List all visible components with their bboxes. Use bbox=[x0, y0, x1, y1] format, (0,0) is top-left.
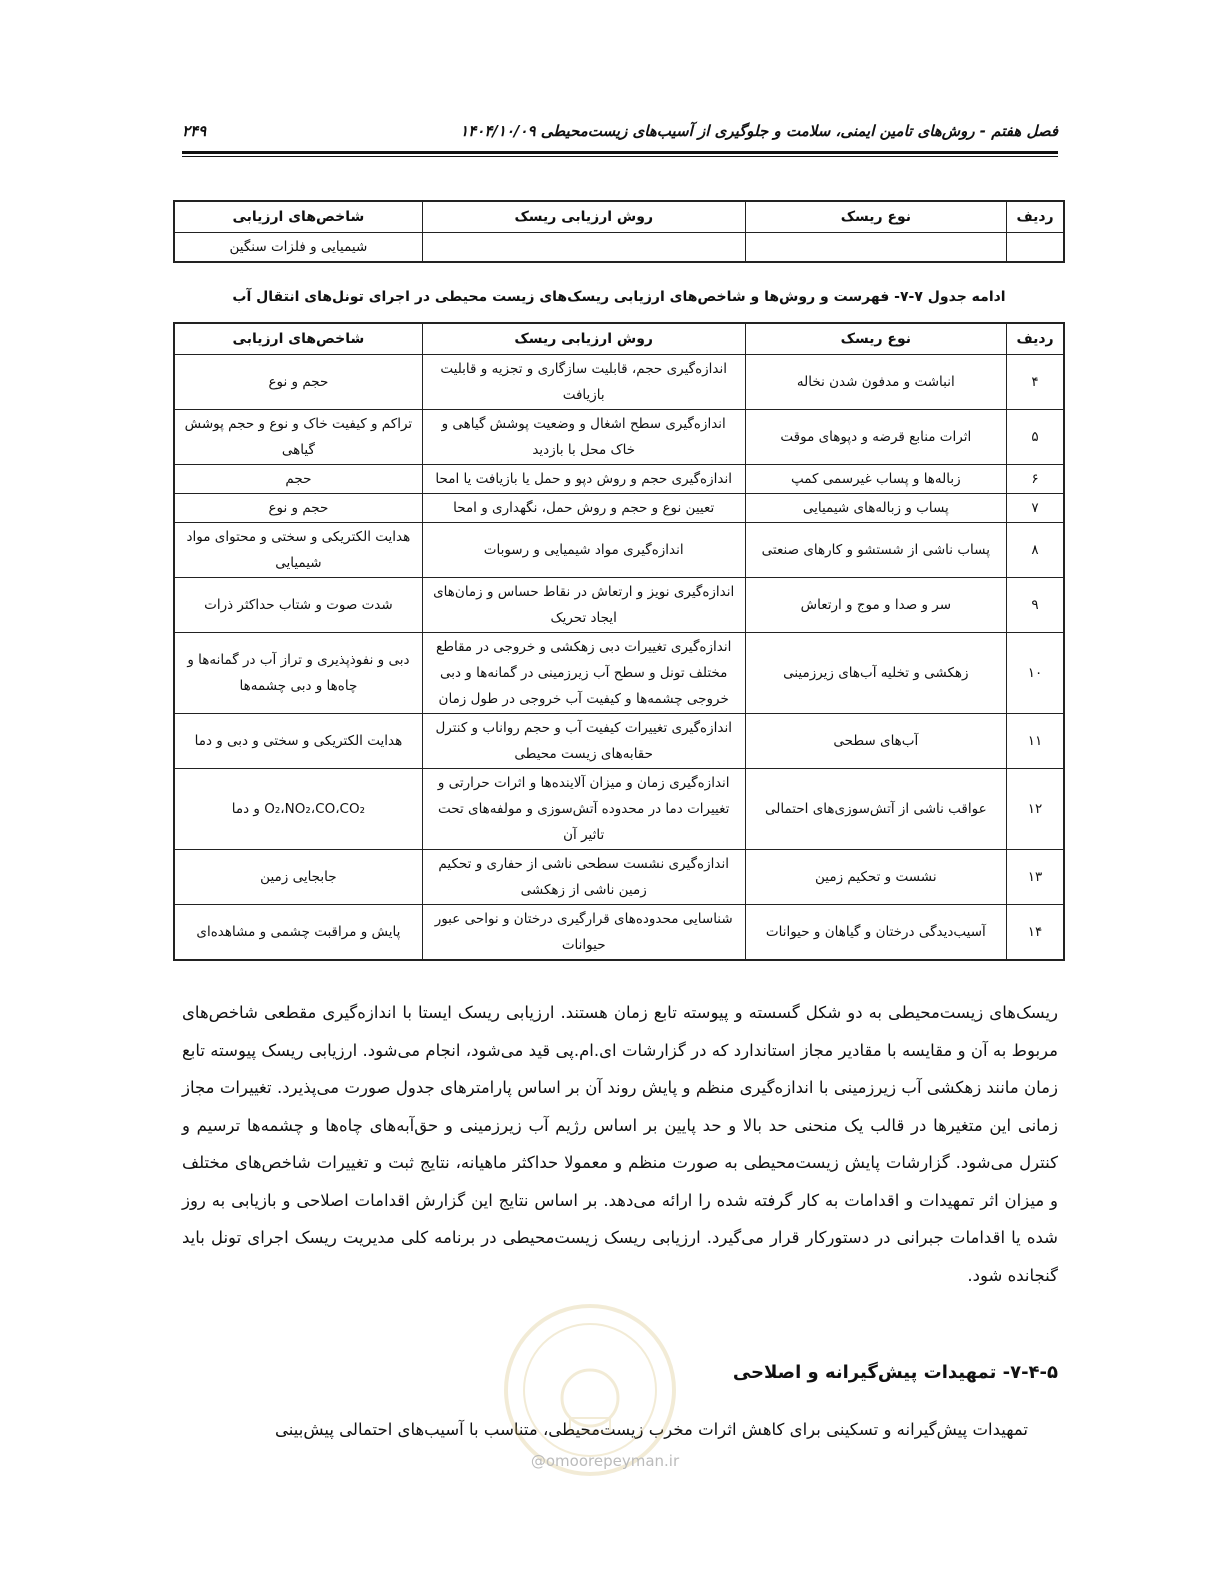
cell-type: سر و صدا و موج و ارتعاش bbox=[745, 578, 1006, 633]
cell-method: اندازه‌گیری مواد شیمیایی و رسوبات bbox=[422, 523, 745, 578]
cell-idx: ۱۳ bbox=[1007, 850, 1064, 905]
col-header-method: روش ارزیابی ریسک bbox=[422, 201, 745, 233]
cell-type: نشست و تحکیم زمین bbox=[745, 850, 1006, 905]
cell-type: زهکشی و تخلیه آب‌های زیرزمینی bbox=[745, 633, 1006, 714]
chapter-title: فصل هفتم - روش‌های تامین ایمنی، سلامت و جلوگیری از آسیب‌های زیست‌محیطی ۱۴۰۴/۱۰/۰۹ bbox=[460, 122, 1058, 140]
cell-idx: ۱۲ bbox=[1007, 769, 1064, 850]
cell-indicator: جابجایی زمین bbox=[174, 850, 422, 905]
table-body bbox=[174, 355, 1064, 961]
col-header-method: روش ارزیابی ریسک bbox=[422, 323, 745, 355]
cell-indicator: حجم bbox=[174, 465, 422, 494]
table-row bbox=[174, 233, 1064, 263]
cell-type bbox=[745, 233, 1006, 263]
cell-indicator: حجم و نوع bbox=[174, 355, 422, 410]
cell-indicator: شدت صوت و شتاب حداکثر ذرات bbox=[174, 578, 422, 633]
cell-method: شناسایی محدوده‌های قرارگیری درختان و نواحی عبور حیوانات bbox=[422, 905, 745, 961]
col-header-indicator: شاخص‌های ارزیابی bbox=[174, 323, 422, 355]
cell-indicator: شیمیایی و فلزات سنگین bbox=[174, 233, 422, 263]
col-header-idx: ردیف bbox=[1007, 201, 1064, 233]
table-header-row bbox=[174, 201, 1064, 233]
cell-method: اندازه‌گیری نشست سطحی ناشی از حفاری و تحکیم زمین ناشی از زهکشی bbox=[422, 850, 745, 905]
risk-assessment-table bbox=[173, 322, 1065, 961]
cell-indicator: هدایت الکتریکی و سختی و دبی و دما bbox=[174, 714, 422, 769]
watermark-text: @omoorepeyman.ir bbox=[530, 1452, 680, 1470]
table-header-row bbox=[174, 323, 1064, 355]
cell-indicator: پایش و مراقبت چشمی و مشاهده‌ای bbox=[174, 905, 422, 961]
cell-type: پساب و زباله‌های شیمیایی bbox=[745, 494, 1006, 523]
cell-method: اندازه‌گیری تغییرات دبی زهکشی و خروجی در مقاطع مختلف تونل و سطح آب زیرزمینی در گمانه‌ها و دبی خروجی چشمه‌ها و کیفیت آب خروجی در طول زمان bbox=[422, 633, 745, 714]
table-row bbox=[174, 769, 1064, 850]
col-header-type: نوع ریسک bbox=[745, 201, 1006, 233]
cell-idx: ۸ bbox=[1007, 523, 1064, 578]
cell-type: انباشت و مدفون شدن نخاله bbox=[745, 355, 1006, 410]
table-row bbox=[174, 465, 1064, 494]
col-header-type: نوع ریسک bbox=[745, 323, 1006, 355]
cell-method: اندازه‌گیری نویز و ارتعاش در نقاط حساس و زمان‌های ایجاد تحریک bbox=[422, 578, 745, 633]
table-row bbox=[174, 714, 1064, 769]
cell-method: اندازه‌گیری تغییرات کیفیت آب و حجم رواناب و کنترل حقابه‌های زیست محیطی bbox=[422, 714, 745, 769]
body-paragraph-continued: تمهیدات پیش‌گیرانه و تسکینی برای کاهش اثرات مخرب زیست‌محیطی، متناسب با آسیب‌های احتمالی پیش‌بینی bbox=[275, 1420, 1028, 1439]
cell-idx: ۴ bbox=[1007, 355, 1064, 410]
page-header bbox=[182, 118, 1058, 148]
table-row bbox=[174, 494, 1064, 523]
cell-idx: ۷ bbox=[1007, 494, 1064, 523]
cell-type: اثرات منابع قرضه و دپوهای موقت bbox=[745, 410, 1006, 465]
cell-idx: ۱۴ bbox=[1007, 905, 1064, 961]
cell-method: اندازه‌گیری زمان و میزان آلاینده‌ها و اثرات حرارتی و تغییرات دما در محدوده آتش‌سوزی و مولفه‌های تحت تاثیر آن bbox=[422, 769, 745, 850]
table-row bbox=[174, 410, 1064, 465]
table-row bbox=[174, 355, 1064, 410]
table-caption: ادامه جدول ۷-۷- فهرست و روش‌ها و شاخص‌های ارزیابی ریسک‌های زیست محیطی در اجرای تونل‌های انتقال آب bbox=[232, 289, 1006, 305]
section-heading: ۷-۴-۵- تمهیدات پیش‌گیرانه و اصلاحی bbox=[732, 1362, 1058, 1383]
cell-method: تعیین نوع و حجم و روش حمل، نگهداری و امحا bbox=[422, 494, 745, 523]
cell-idx: ۱۰ bbox=[1007, 633, 1064, 714]
cell-idx: ۹ bbox=[1007, 578, 1064, 633]
table-row bbox=[174, 905, 1064, 961]
cell-method: اندازه‌گیری حجم، قابلیت سازگاری و تجزیه و قابلیت بازیافت bbox=[422, 355, 745, 410]
cell-type: آسیب‌دیدگی درختان و گیاهان و حیوانات bbox=[745, 905, 1006, 961]
cell-method: اندازه‌گیری حجم و روش دپو و حمل یا بازیافت یا امحا bbox=[422, 465, 745, 494]
cell-type: آب‌های سطحی bbox=[745, 714, 1006, 769]
table-row bbox=[174, 523, 1064, 578]
cell-type: پساب ناشی از شستشو و کارهای صنعتی bbox=[745, 523, 1006, 578]
cell-type: زباله‌ها و پساب غیرسمی کمپ bbox=[745, 465, 1006, 494]
header-rule-thick bbox=[182, 151, 1058, 154]
cell-idx: ۱۱ bbox=[1007, 714, 1064, 769]
cell-indicator: حجم و نوع bbox=[174, 494, 422, 523]
header-rule-thin bbox=[182, 156, 1058, 157]
body-paragraph: ریسک‌های زیست‌محیطی به دو شکل گسسته و پیوسته تابع زمان هستند. ارزیابی ریسک ایستا با اندازه‌گیری مقطعی شاخص‌های مربوط به آن و مقایسه با مقادیر مجاز استاندارد که در گزارشات ای.ام.پی قید می‌شود، انجام می‌شود. ارزیابی ریسک پیوسته تابع زمان مانند زهکشی آب زیرزمینی با اندازه‌گیری منظم و پایش روند آن بر اساس پارامترهای جدول صورت می‌پذیرد. تغییرات مجاز زمانی این متغیرها در قالب یک منحنی حد بالا و حد پایین بر اساس رژیم آب زیرزمینی و حق‌آبه‌های چاه‌ها و چشمه‌ها ترسیم و کنترل می‌شود. گزارشات پایش زیست‌محیطی به صورت منظم و معمولا حداکثر ماهیانه، نتایج ثبت و تغییرات شاخص‌های مختلف و میزان اثر تمهیدات و اقدامات به کار گرفته شده را ارائه می‌دهد. بر اساس نتایج این گزارش اقدامات اصلاحی و بازیابی به روز شده یا اقدامات جبرانی در دستورکار قرار می‌گیرد. ارزیابی ریسک زیست‌محیطی در برنامه کلی مدیریت ریسک اجرای تونل باید گنجانده شود. bbox=[182, 1003, 1058, 1285]
cell-indicator: O₂،NO₂،CO،CO₂ و دما bbox=[174, 769, 422, 850]
cell-idx bbox=[1007, 233, 1064, 263]
table-row bbox=[174, 633, 1064, 714]
cell-idx: ۵ bbox=[1007, 410, 1064, 465]
cell-idx: ۶ bbox=[1007, 465, 1064, 494]
cell-indicator: هدایت الکتریکی و سختی و محتوای مواد شیمیایی bbox=[174, 523, 422, 578]
col-header-idx: ردیف bbox=[1007, 323, 1064, 355]
table-row bbox=[174, 850, 1064, 905]
cell-method bbox=[422, 233, 745, 263]
page-number: ۲۴۹ bbox=[182, 122, 207, 140]
cell-type: عواقب ناشی از آتش‌سوزی‌های احتمالی bbox=[745, 769, 1006, 850]
cell-method: اندازه‌گیری سطح اشغال و وضعیت پوشش گیاهی و خاک محل با بازدید bbox=[422, 410, 745, 465]
cell-indicator: تراکم و کیفیت خاک و نوع و حجم پوشش گیاهی bbox=[174, 410, 422, 465]
col-header-indicator: شاخص‌های ارزیابی bbox=[174, 201, 422, 233]
table-row bbox=[174, 578, 1064, 633]
cell-indicator: دبی و نفوذپذیری و تراز آب در گمانه‌ها و چاه‌ها و دبی چشمه‌ها bbox=[174, 633, 422, 714]
table-continued-top bbox=[173, 200, 1065, 263]
